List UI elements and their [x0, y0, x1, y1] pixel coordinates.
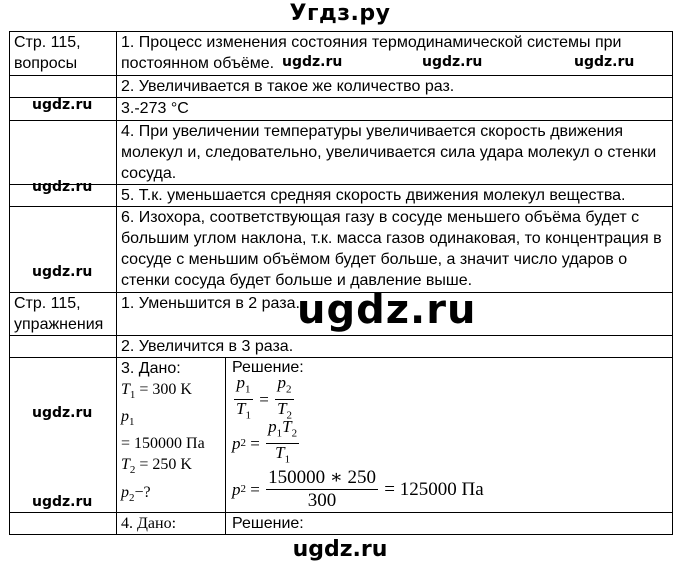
watermark: ugdz.ru [32, 179, 93, 195]
row-label-empty [10, 513, 117, 535]
answer-1: 1. Процесс изменения состояния термодинамической системы при постоянном объёме. [117, 32, 673, 76]
equation-ratio: $\frac{p_1}{T_1}$ = $\frac{p_2}{T_2}$ [236, 373, 293, 421]
watermark: ugdz.ru [422, 54, 483, 70]
row-label-questions: Стр. 115, вопросы [10, 32, 117, 76]
given-p1-value: = 150000 Па [121, 435, 205, 453]
answer-2: 2. Увеличивается в такое же количество раз. [117, 76, 673, 98]
exercise-2: 2. Увеличится в 3 раза. [117, 336, 673, 358]
answer-4: 4. При увеличении температуры увеличивается скорость движения молекул и, следовательно, увеличивается сила удара молекул о стенки сосуда. [117, 121, 673, 185]
answers-table [9, 31, 673, 535]
solution-header: Решение: [232, 359, 304, 376]
given-p2: $p_2-$? [121, 483, 151, 504]
given-t1: $T_1 = 300$ K [121, 381, 192, 402]
given-header-4: 4. Дано: [117, 513, 226, 534]
watermark: ugdz.ru [32, 97, 93, 113]
answer-3: 3.-273 °С [117, 98, 673, 121]
given-t2: $T_2 = 250$ K [121, 456, 192, 477]
watermark: ugdz.ru [574, 54, 635, 70]
equation-p2: p 2 = $\frac{p_1T_2}{T_1}$ [232, 417, 298, 465]
given-p1-symbol: $p_1$ [121, 408, 135, 429]
solution-header-4: Решение: [232, 515, 304, 532]
watermark: ugdz.ru [32, 405, 93, 421]
footer-watermark: ugdz.ru [292, 537, 388, 562]
watermark: ugdz.ru [282, 54, 343, 70]
row-label-empty [10, 336, 117, 358]
exercise-1: 1. Уменьшится в 2 раза. [117, 293, 673, 336]
site-title: Угдз.ру [289, 1, 391, 26]
answer-6: 6. Изохора, соответствующая газу в сосуде меньшего объёма будет с большим углом наклона, т.к. масса газов одинаковая, то концентрация в сосуде с меньшим объёмом будет больше, а значит число ударов о стенки сосуда будет больше и давление выше. [117, 207, 673, 293]
given-block [117, 358, 226, 512]
watermark-large: ugdz.ru [297, 287, 477, 333]
watermark: ugdz.ru [32, 264, 93, 280]
exercise-4 [117, 513, 673, 535]
answer-5: 5. Т.к. уменьшается средняя скорость движения молекул вещества. [117, 185, 673, 207]
solution-block [226, 358, 484, 512]
given-header: 3. Дано: [121, 360, 181, 377]
row-label-exercises: Стр. 115, упражнения [10, 293, 117, 336]
exercise-3 [117, 358, 673, 513]
row-label-empty [10, 358, 117, 513]
watermark: ugdz.ru [32, 494, 93, 510]
row-label-empty [10, 76, 117, 98]
equation-result: p 2 = $\frac{150000 ∗ 250}{300}$ = 125000 Па [232, 466, 484, 511]
row-label-empty [10, 121, 117, 185]
